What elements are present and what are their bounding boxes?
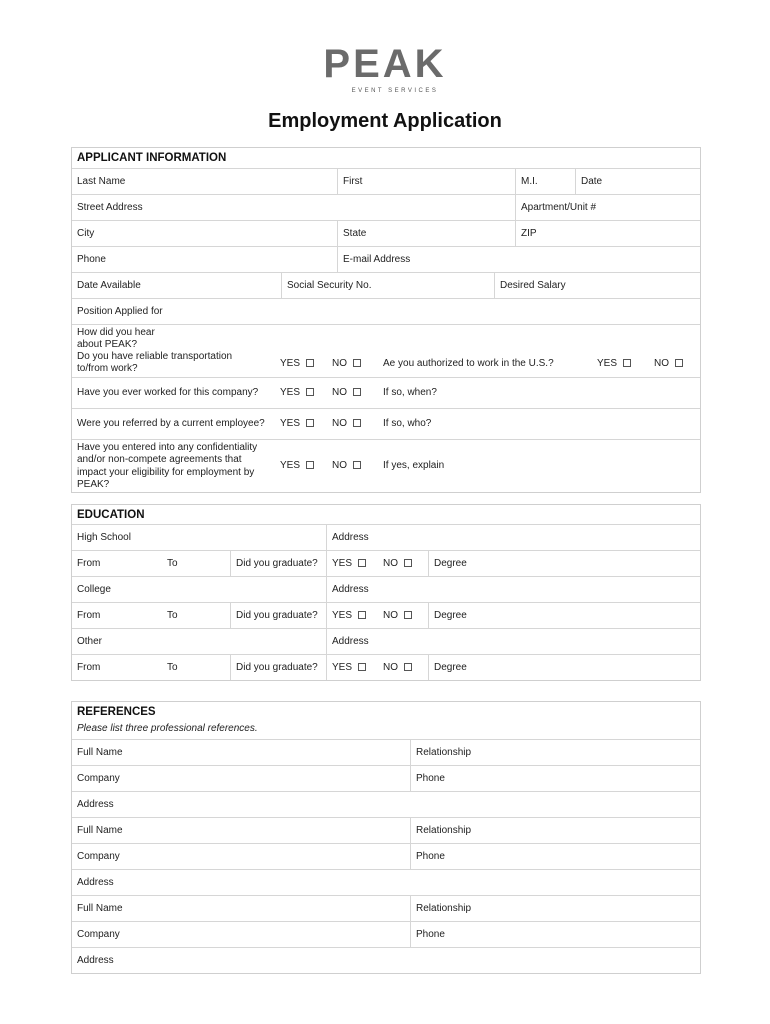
- divider: [428, 551, 429, 576]
- checkbox[interactable]: [353, 461, 361, 469]
- phone-row: [72, 246, 700, 272]
- address-field[interactable]: Address: [77, 955, 114, 966]
- high-school-dates-row: [72, 550, 700, 576]
- to-field[interactable]: To: [167, 558, 178, 569]
- checkbox[interactable]: [358, 559, 366, 567]
- checkbox[interactable]: [353, 388, 361, 396]
- reference-address-row: [72, 947, 700, 973]
- section-heading: EDUCATION: [77, 509, 145, 521]
- divider: [337, 221, 338, 246]
- did-you-graduate-question: Did you graduate?: [236, 558, 318, 569]
- other-school-row: [72, 628, 700, 654]
- divider: [515, 195, 516, 220]
- divider: [326, 629, 327, 654]
- divider: [326, 603, 327, 628]
- checkbox[interactable]: [353, 359, 361, 367]
- education-section: [71, 504, 701, 681]
- hear-transport-row: [72, 324, 700, 377]
- section-header-row: [72, 148, 700, 168]
- company-field[interactable]: Company: [77, 773, 120, 784]
- divider: [515, 221, 516, 246]
- high-school-address-field[interactable]: Address: [332, 532, 369, 543]
- references-instruction: Please list three professional references.: [77, 723, 258, 734]
- phone-field[interactable]: Phone: [416, 851, 445, 862]
- referred-no-option[interactable]: [332, 418, 361, 431]
- to-field[interactable]: To: [167, 610, 178, 621]
- relationship-field[interactable]: Relationship: [416, 825, 472, 836]
- college-field[interactable]: College: [77, 584, 111, 595]
- divider: [326, 525, 327, 550]
- phone-field[interactable]: Phone: [77, 254, 106, 265]
- if-so-who-field[interactable]: If so, who?: [383, 418, 432, 429]
- confidentiality-no-option[interactable]: [332, 460, 361, 473]
- no-label: NO: [332, 358, 347, 369]
- email-field[interactable]: E-mail Address: [343, 254, 411, 265]
- yes-label: YES: [332, 662, 353, 673]
- date-available-field[interactable]: Date Available: [77, 280, 141, 291]
- street-row: [72, 194, 700, 220]
- desired-salary-field[interactable]: Desired Salary: [500, 280, 566, 291]
- confidentiality-row: [72, 439, 700, 492]
- checkbox[interactable]: [353, 419, 361, 427]
- graduate-no-option[interactable]: [383, 662, 412, 675]
- section-header-row: [72, 505, 700, 524]
- divider: [428, 655, 429, 680]
- from-field[interactable]: From: [77, 662, 101, 673]
- graduate-no-option[interactable]: [383, 610, 412, 623]
- phone-field[interactable]: Phone: [416, 929, 445, 940]
- instruction-row: [72, 721, 700, 739]
- no-label: NO: [332, 418, 347, 429]
- reference-company-row: [72, 765, 700, 791]
- graduate-yes-option[interactable]: [332, 610, 366, 623]
- divider: [230, 655, 231, 680]
- yes-label: YES: [280, 387, 301, 398]
- divider: [337, 247, 338, 272]
- degree-field[interactable]: Degree: [434, 610, 467, 621]
- reference-name-row: [72, 817, 700, 843]
- checkbox[interactable]: [306, 461, 314, 469]
- other-address-field[interactable]: Address: [332, 636, 369, 647]
- first-name-field[interactable]: First: [343, 176, 363, 187]
- divider: [230, 603, 231, 628]
- reference-name-row: [72, 739, 700, 765]
- street-address-field[interactable]: Street Address: [77, 202, 143, 213]
- how-did-you-hear-field[interactable]: How did you hear about PEAK?: [77, 327, 155, 350]
- did-you-graduate-question: Did you graduate?: [236, 610, 318, 621]
- ssn-field[interactable]: Social Security No.: [287, 280, 372, 291]
- full-name-field[interactable]: Full Name: [77, 747, 123, 758]
- divider: [337, 169, 338, 194]
- graduate-yes-option[interactable]: [332, 662, 366, 675]
- other-school-field[interactable]: Other: [77, 636, 103, 647]
- graduate-yes-option[interactable]: [332, 558, 366, 571]
- references-section: [71, 701, 701, 974]
- yes-label: YES: [280, 358, 301, 369]
- divider: [410, 922, 411, 947]
- divider: [410, 818, 411, 843]
- apartment-field[interactable]: Apartment/Unit #: [521, 202, 597, 213]
- college-dates-row: [72, 602, 700, 628]
- college-row: [72, 576, 700, 602]
- authorized-no-option[interactable]: [654, 358, 683, 371]
- divider: [410, 896, 411, 921]
- yes-label: YES: [280, 460, 301, 471]
- address-field[interactable]: Address: [77, 799, 114, 810]
- transportation-question: Do you have reliable transportation to/from work?: [77, 351, 233, 374]
- position-row: [72, 298, 700, 324]
- section-heading: APPLICANT INFORMATION: [77, 152, 227, 164]
- no-label: NO: [383, 662, 398, 673]
- availability-row: [72, 272, 700, 298]
- referred-row: [72, 408, 700, 439]
- section-header-row: [72, 702, 700, 721]
- no-label: NO: [332, 460, 347, 471]
- divider: [410, 766, 411, 791]
- from-field[interactable]: From: [77, 558, 101, 569]
- did-you-graduate-question: Did you graduate?: [236, 662, 318, 673]
- no-label: NO: [383, 610, 398, 621]
- date-field[interactable]: Date: [581, 176, 603, 187]
- last-name-field[interactable]: Last Name: [77, 176, 126, 187]
- logo-tagline: EVENT SERVICES: [351, 88, 439, 94]
- college-address-field[interactable]: Address: [332, 584, 369, 595]
- reference-address-row: [72, 791, 700, 817]
- company-field[interactable]: Company: [77, 929, 120, 940]
- checkbox[interactable]: [358, 611, 366, 619]
- divider: [494, 273, 495, 298]
- high-school-field[interactable]: High School: [77, 532, 131, 543]
- graduate-no-option[interactable]: [383, 558, 412, 571]
- worked-no-option[interactable]: [332, 387, 361, 400]
- if-so-when-field[interactable]: If so, when?: [383, 387, 437, 398]
- divider: [326, 551, 327, 576]
- relationship-field[interactable]: Relationship: [416, 903, 472, 914]
- divider: [326, 577, 327, 602]
- city-field[interactable]: City: [77, 228, 95, 239]
- reference-company-row: [72, 921, 700, 947]
- from-field[interactable]: From: [77, 610, 101, 621]
- confidentiality-yes-option[interactable]: [280, 460, 314, 473]
- checkbox[interactable]: [623, 359, 631, 367]
- checkbox[interactable]: [404, 663, 412, 671]
- company-logo: [0, 42, 770, 94]
- checkbox[interactable]: [306, 388, 314, 396]
- no-label: NO: [654, 358, 669, 369]
- transport-yes-option[interactable]: [280, 358, 314, 371]
- divider: [230, 551, 231, 576]
- reference-name-row: [72, 895, 700, 921]
- relationship-field[interactable]: Relationship: [416, 747, 472, 758]
- high-school-row: [72, 524, 700, 550]
- reference-company-row: [72, 843, 700, 869]
- checkbox[interactable]: [358, 663, 366, 671]
- yes-label: YES: [597, 358, 618, 369]
- city-row: [72, 220, 700, 246]
- full-name-field[interactable]: Full Name: [77, 825, 123, 836]
- other-dates-row: [72, 654, 700, 680]
- divider: [410, 844, 411, 869]
- checkbox[interactable]: [404, 611, 412, 619]
- company-field[interactable]: Company: [77, 851, 120, 862]
- full-name-field[interactable]: Full Name: [77, 903, 123, 914]
- zip-field[interactable]: ZIP: [521, 228, 537, 239]
- degree-field[interactable]: Degree: [434, 558, 467, 569]
- state-field[interactable]: State: [343, 228, 367, 239]
- confidentiality-question: Have you entered into any confidentiality and/or non-compete agreements that impact your eligibility for employment by PEAK?: [77, 442, 258, 491]
- transport-no-option[interactable]: [332, 358, 361, 371]
- page-title: Employment Application: [268, 110, 502, 132]
- divider: [428, 603, 429, 628]
- checkbox[interactable]: [306, 419, 314, 427]
- worked-before-question: Have you ever worked for this company?: [77, 387, 259, 398]
- name-row: [72, 168, 700, 194]
- position-applied-field[interactable]: Position Applied for: [77, 306, 163, 317]
- authorized-question: Ae you authorized to work in the U.S.?: [383, 358, 554, 369]
- no-label: NO: [332, 387, 347, 398]
- applicant-information-section: [71, 147, 701, 493]
- yes-label: YES: [332, 558, 353, 569]
- divider: [326, 655, 327, 680]
- middle-initial-field[interactable]: M.I.: [521, 176, 538, 187]
- phone-field[interactable]: Phone: [416, 773, 445, 784]
- section-heading: REFERENCES: [77, 706, 156, 718]
- degree-field[interactable]: Degree: [434, 662, 467, 673]
- if-yes-explain-field[interactable]: If yes, explain: [383, 460, 445, 471]
- checkbox[interactable]: [306, 359, 314, 367]
- divider: [281, 273, 282, 298]
- address-field[interactable]: Address: [77, 877, 114, 888]
- divider: [410, 740, 411, 765]
- worked-before-row: [72, 377, 700, 408]
- checkbox[interactable]: [404, 559, 412, 567]
- no-label: NO: [383, 558, 398, 569]
- yes-label: YES: [280, 418, 301, 429]
- worked-yes-option[interactable]: [280, 387, 314, 400]
- reference-address-row: [72, 869, 700, 895]
- logo-wordmark: PEAK: [323, 42, 447, 86]
- authorized-yes-option[interactable]: [597, 358, 631, 371]
- yes-label: YES: [332, 610, 353, 621]
- checkbox[interactable]: [675, 359, 683, 367]
- divider: [575, 169, 576, 194]
- divider: [515, 169, 516, 194]
- to-field[interactable]: To: [167, 662, 178, 673]
- referred-question: Were you referred by a current employee?: [77, 418, 265, 429]
- referred-yes-option[interactable]: [280, 418, 314, 431]
